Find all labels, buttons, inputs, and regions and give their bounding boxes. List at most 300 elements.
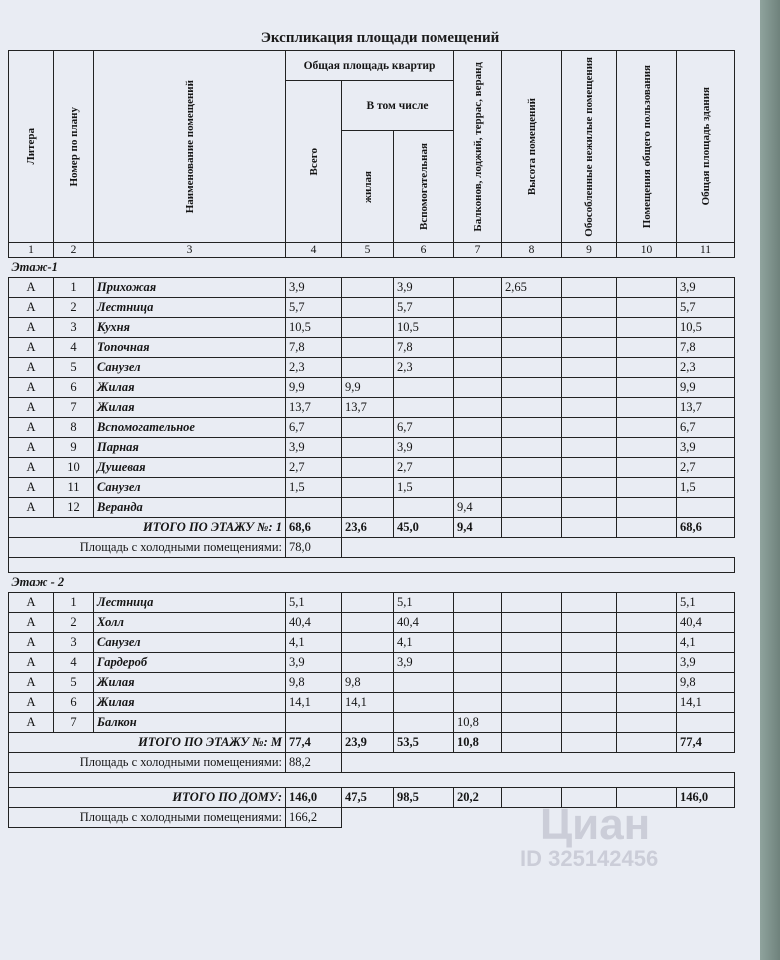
table-cell [562, 298, 617, 318]
table-cell [562, 613, 617, 633]
table-cell [617, 713, 677, 733]
table-cell [617, 613, 677, 633]
table-row [9, 378, 735, 398]
table-cell: А [9, 713, 54, 733]
table-cell [502, 693, 562, 713]
table-cell: А [9, 398, 54, 418]
table-cell [454, 653, 502, 673]
table-cell [562, 633, 617, 653]
table-cell: А [9, 673, 54, 693]
table-cell: 10,5 [394, 318, 454, 338]
table-cell: 9,4 [454, 498, 502, 518]
header-vysota: Высота помещений [502, 51, 562, 243]
table-cell [617, 318, 677, 338]
table-cell [394, 398, 454, 418]
table-cell [454, 693, 502, 713]
table-cell [502, 418, 562, 438]
table-cell: 3 [54, 633, 94, 653]
table-cell: 2,7 [286, 458, 342, 478]
table-cell: 7,8 [286, 338, 342, 358]
table-cell: 5,7 [286, 298, 342, 318]
table-cell: 3,9 [394, 278, 454, 298]
cian-id-watermark: ID 325142456 [520, 846, 659, 871]
table-row [9, 298, 735, 318]
total-value [502, 733, 562, 753]
table-cell [617, 633, 677, 653]
table-cell [454, 673, 502, 693]
cold-area-label: Площадь с холодными помещениями: [9, 753, 286, 773]
table-cell [617, 673, 677, 693]
table-cell [342, 358, 394, 378]
document-title: Экспликация площади помещений [260, 30, 500, 46]
table-cell: 9,8 [342, 673, 394, 693]
table-cell: А [9, 358, 54, 378]
table-cell [562, 498, 617, 518]
table-cell [562, 278, 617, 298]
table-cell: 13,7 [677, 398, 735, 418]
table-cell: 3,9 [394, 438, 454, 458]
total-value: 45,0 [394, 518, 454, 538]
column-number-row [9, 243, 735, 258]
table-cell [454, 338, 502, 358]
total-value [562, 733, 617, 753]
background-edge [760, 0, 780, 960]
table-cell [454, 358, 502, 378]
table-cell [562, 418, 617, 438]
table-cell [342, 298, 394, 318]
table-cell [617, 298, 677, 318]
table-cell: 14,1 [342, 693, 394, 713]
table-cell: 3,9 [286, 438, 342, 458]
table-cell: 5,1 [677, 593, 735, 613]
table-cell [502, 438, 562, 458]
table-cell: 8 [54, 418, 94, 438]
cold-area-value: 88,2 [286, 753, 342, 773]
table-cell: 6,7 [677, 418, 735, 438]
table-cell: А [9, 653, 54, 673]
spacer-cell [9, 558, 735, 573]
table-cell [502, 653, 562, 673]
explication-table [8, 50, 735, 828]
table-cell [502, 458, 562, 478]
header-zhilaya: жилая [342, 131, 394, 243]
header-v-tom-chisle: В том числе [342, 81, 454, 131]
table-cell [454, 438, 502, 458]
table-cell: Балкон [94, 713, 286, 733]
table-cell [617, 418, 677, 438]
total-value: 20,2 [454, 788, 502, 808]
table-cell [562, 458, 617, 478]
table-cell [617, 593, 677, 613]
table-cell: 5,7 [677, 298, 735, 318]
table-cell: Жилая [94, 398, 286, 418]
table-cell: 7 [54, 398, 94, 418]
table-cell: 3,9 [286, 653, 342, 673]
header-naim: Наименование помещений [94, 51, 286, 243]
table-cell [502, 398, 562, 418]
column-number: 1 [9, 243, 54, 258]
table-cell [502, 478, 562, 498]
total-row [9, 733, 735, 753]
table-cell: А [9, 593, 54, 613]
table-cell [562, 713, 617, 733]
table-cell [342, 438, 394, 458]
column-number: 7 [454, 243, 502, 258]
table-cell: 9,9 [286, 378, 342, 398]
table-cell [454, 613, 502, 633]
floor-label-row [9, 573, 735, 593]
table-cell: Санузел [94, 478, 286, 498]
table-cell: 4,1 [677, 633, 735, 653]
table-cell: А [9, 478, 54, 498]
header-obsh-zd: Общая площадь здания [677, 51, 735, 243]
table-cell: Жилая [94, 378, 286, 398]
table-cell [562, 673, 617, 693]
table-cell: 3,9 [286, 278, 342, 298]
table-cell: 10 [54, 458, 94, 478]
table-cell [454, 458, 502, 478]
table-cell [502, 378, 562, 398]
table-cell: Гардероб [94, 653, 286, 673]
table-cell: 6 [54, 693, 94, 713]
table-cell: 7,8 [677, 338, 735, 358]
table-cell [394, 693, 454, 713]
spacer-cell [9, 773, 735, 788]
total-value: 77,4 [286, 733, 342, 753]
table-cell [617, 653, 677, 673]
table-cell [454, 593, 502, 613]
floor-label: Этаж - 2 [9, 573, 735, 593]
table-cell: 9 [54, 438, 94, 458]
cian-watermark: Циан [540, 800, 651, 849]
total-row [9, 788, 735, 808]
table-cell: А [9, 693, 54, 713]
table-cell: 5,1 [286, 593, 342, 613]
table-cell [342, 418, 394, 438]
table-cell: 1 [54, 593, 94, 613]
table-cell: Лестница [94, 593, 286, 613]
total-value [502, 518, 562, 538]
table-cell: 11 [54, 478, 94, 498]
table-cell: 40,4 [286, 613, 342, 633]
table-cell [454, 478, 502, 498]
table-cell [502, 673, 562, 693]
table-cell: А [9, 338, 54, 358]
cold-area-label: Площадь с холодными помещениями: [9, 808, 286, 828]
table-row [9, 613, 735, 633]
total-value: 146,0 [286, 788, 342, 808]
table-cell [342, 458, 394, 478]
table-cell [342, 713, 394, 733]
table-cell: Веранда [94, 498, 286, 518]
table-cell [562, 358, 617, 378]
table-cell [677, 713, 735, 733]
table-cell [342, 478, 394, 498]
table-cell [454, 298, 502, 318]
header-vspom: Вспомогательная [394, 131, 454, 243]
column-number: 6 [394, 243, 454, 258]
table-cell: А [9, 378, 54, 398]
total-label: ИТОГО ПО ДОМУ: [9, 788, 286, 808]
table-row [9, 278, 735, 298]
table-cell: Душевая [94, 458, 286, 478]
cold-area-label: Площадь с холодными помещениями: [9, 538, 286, 558]
table-cell: 40,4 [394, 613, 454, 633]
table-cell: А [9, 458, 54, 478]
header-obsh-polz: Помещения общего пользования [617, 51, 677, 243]
table-cell: А [9, 498, 54, 518]
table-cell: 2,3 [677, 358, 735, 378]
table-cell: 2,3 [394, 358, 454, 378]
table-cell [342, 613, 394, 633]
table-cell: Лестница [94, 298, 286, 318]
spacer-row [9, 558, 735, 573]
table-cell [394, 713, 454, 733]
table-cell [502, 713, 562, 733]
total-value [502, 788, 562, 808]
table-cell [502, 318, 562, 338]
table-cell: 2 [54, 298, 94, 318]
header-vsego: Всего [286, 81, 342, 243]
table-cell [342, 593, 394, 613]
table-cell: 3,9 [677, 278, 735, 298]
table-row [9, 338, 735, 358]
table-cell [342, 338, 394, 358]
table-row [9, 458, 735, 478]
spacer-row [9, 773, 735, 788]
table-cell: 14,1 [677, 693, 735, 713]
table-cell: 6,7 [394, 418, 454, 438]
table-row [9, 593, 735, 613]
table-cell: 13,7 [342, 398, 394, 418]
table-cell: 2,7 [394, 458, 454, 478]
total-value: 23,9 [342, 733, 394, 753]
table-cell: Кухня [94, 318, 286, 338]
table-cell: А [9, 418, 54, 438]
column-number: 5 [342, 243, 394, 258]
total-value [562, 518, 617, 538]
column-number: 8 [502, 243, 562, 258]
table-cell: 5 [54, 358, 94, 378]
header-balkon: Балконов, лоджий, террас, веранд [454, 51, 502, 243]
table-cell [677, 498, 735, 518]
table-cell [454, 318, 502, 338]
table-cell [562, 378, 617, 398]
table-cell [562, 318, 617, 338]
table-cell [502, 358, 562, 378]
table-cell [562, 693, 617, 713]
total-value: 23,6 [342, 518, 394, 538]
table-cell: Жилая [94, 693, 286, 713]
table-cell: 1 [54, 278, 94, 298]
table-cell: 4,1 [286, 633, 342, 653]
table-cell: Прихожая [94, 278, 286, 298]
table-cell: 5,7 [394, 298, 454, 318]
cold-area-value: 78,0 [286, 538, 342, 558]
table-cell [502, 633, 562, 653]
table-cell [454, 398, 502, 418]
total-value: 47,5 [342, 788, 394, 808]
table-cell [617, 398, 677, 418]
column-number: 4 [286, 243, 342, 258]
table-row [9, 673, 735, 693]
table-cell [562, 438, 617, 458]
table-cell [562, 593, 617, 613]
total-value: 9,4 [454, 518, 502, 538]
total-value: 98,5 [394, 788, 454, 808]
total-value: 77,4 [677, 733, 735, 753]
table-cell [502, 298, 562, 318]
table-cell [617, 458, 677, 478]
table-cell [454, 378, 502, 398]
table-cell: А [9, 438, 54, 458]
table-cell: 5 [54, 673, 94, 693]
column-number: 10 [617, 243, 677, 258]
table-cell: 7 [54, 713, 94, 733]
table-cell: Топочная [94, 338, 286, 358]
table-cell: 10,8 [454, 713, 502, 733]
table-row [9, 398, 735, 418]
table-row [9, 693, 735, 713]
table-cell: 6 [54, 378, 94, 398]
table-cell: 2,7 [677, 458, 735, 478]
header-litera: Литера [9, 51, 54, 243]
total-value [617, 733, 677, 753]
floor-label-row [9, 258, 735, 278]
cold-area-value: 166,2 [286, 808, 342, 828]
table-cell [617, 478, 677, 498]
total-value: 53,5 [394, 733, 454, 753]
column-number: 11 [677, 243, 735, 258]
table-cell [617, 378, 677, 398]
table-cell [394, 378, 454, 398]
table-cell: Санузел [94, 633, 286, 653]
table-cell: 2,3 [286, 358, 342, 378]
table-cell: 4,1 [394, 633, 454, 653]
table-cell: А [9, 298, 54, 318]
table-cell [617, 498, 677, 518]
table-cell: А [9, 278, 54, 298]
table-cell [617, 693, 677, 713]
table-cell: 9,9 [677, 378, 735, 398]
table-cell: 2 [54, 613, 94, 633]
table-row [9, 478, 735, 498]
table-cell: Холл [94, 613, 286, 633]
table-cell: Вспомогательное [94, 418, 286, 438]
table-cell: Парная [94, 438, 286, 458]
table-cell [502, 338, 562, 358]
table-cell: 3,9 [677, 438, 735, 458]
table-cell [342, 278, 394, 298]
floor-label: Этаж-1 [9, 258, 735, 278]
table-cell [562, 478, 617, 498]
total-value: 68,6 [286, 518, 342, 538]
table-cell [286, 713, 342, 733]
table-cell [562, 338, 617, 358]
table-cell [286, 498, 342, 518]
cold-area-row [9, 538, 735, 558]
table-cell [342, 633, 394, 653]
table-row [9, 498, 735, 518]
table-cell: 4 [54, 653, 94, 673]
total-value: 68,6 [677, 518, 735, 538]
table-cell [454, 418, 502, 438]
total-value [617, 788, 677, 808]
table-cell: 10,5 [286, 318, 342, 338]
column-number: 2 [54, 243, 94, 258]
table-cell [617, 438, 677, 458]
column-number: 3 [94, 243, 286, 258]
table-cell: 14,1 [286, 693, 342, 713]
table-cell: А [9, 613, 54, 633]
table-cell [342, 653, 394, 673]
table-cell [394, 498, 454, 518]
table-cell [502, 613, 562, 633]
total-label: ИТОГО ПО ЭТАЖУ №: 1 [9, 518, 286, 538]
table-cell [502, 498, 562, 518]
table-row [9, 713, 735, 733]
table-cell [502, 593, 562, 613]
table-cell [617, 338, 677, 358]
table-cell: 10,5 [677, 318, 735, 338]
table-cell: 2,65 [502, 278, 562, 298]
table-cell: 7,8 [394, 338, 454, 358]
table-row [9, 633, 735, 653]
table-cell [342, 318, 394, 338]
header-obosobl: Обособленные нежилые помещения [562, 51, 617, 243]
table-cell: А [9, 633, 54, 653]
table-cell: 12 [54, 498, 94, 518]
table-cell [454, 633, 502, 653]
table-cell: 9,8 [677, 673, 735, 693]
table-cell [454, 278, 502, 298]
total-value [617, 518, 677, 538]
total-row [9, 518, 735, 538]
table-cell [342, 498, 394, 518]
total-label: ИТОГО ПО ЭТАЖУ №: М [9, 733, 286, 753]
header-nomer: Номер по плану [54, 51, 94, 243]
table-row [9, 318, 735, 338]
table-cell: 1,5 [394, 478, 454, 498]
table-cell [562, 398, 617, 418]
table-cell: 3 [54, 318, 94, 338]
cold-area-row [9, 753, 735, 773]
table-cell: 3,9 [677, 653, 735, 673]
table-cell: 13,7 [286, 398, 342, 418]
table-cell: 9,9 [342, 378, 394, 398]
table-cell: 3,9 [394, 653, 454, 673]
table-cell: А [9, 318, 54, 338]
table-cell: Жилая [94, 673, 286, 693]
table-cell: Санузел [94, 358, 286, 378]
total-value: 146,0 [677, 788, 735, 808]
table-cell: 4 [54, 338, 94, 358]
table-cell: 1,5 [677, 478, 735, 498]
total-value [562, 788, 617, 808]
table-row [9, 438, 735, 458]
header-obshaya-kv: Общая площадь квартир [286, 51, 454, 81]
column-number: 9 [562, 243, 617, 258]
table-row [9, 358, 735, 378]
table-row [9, 653, 735, 673]
table-cell: 6,7 [286, 418, 342, 438]
table-row [9, 418, 735, 438]
table-cell [617, 358, 677, 378]
table-cell [617, 278, 677, 298]
table-cell [394, 673, 454, 693]
table-cell [562, 653, 617, 673]
table-cell: 1,5 [286, 478, 342, 498]
